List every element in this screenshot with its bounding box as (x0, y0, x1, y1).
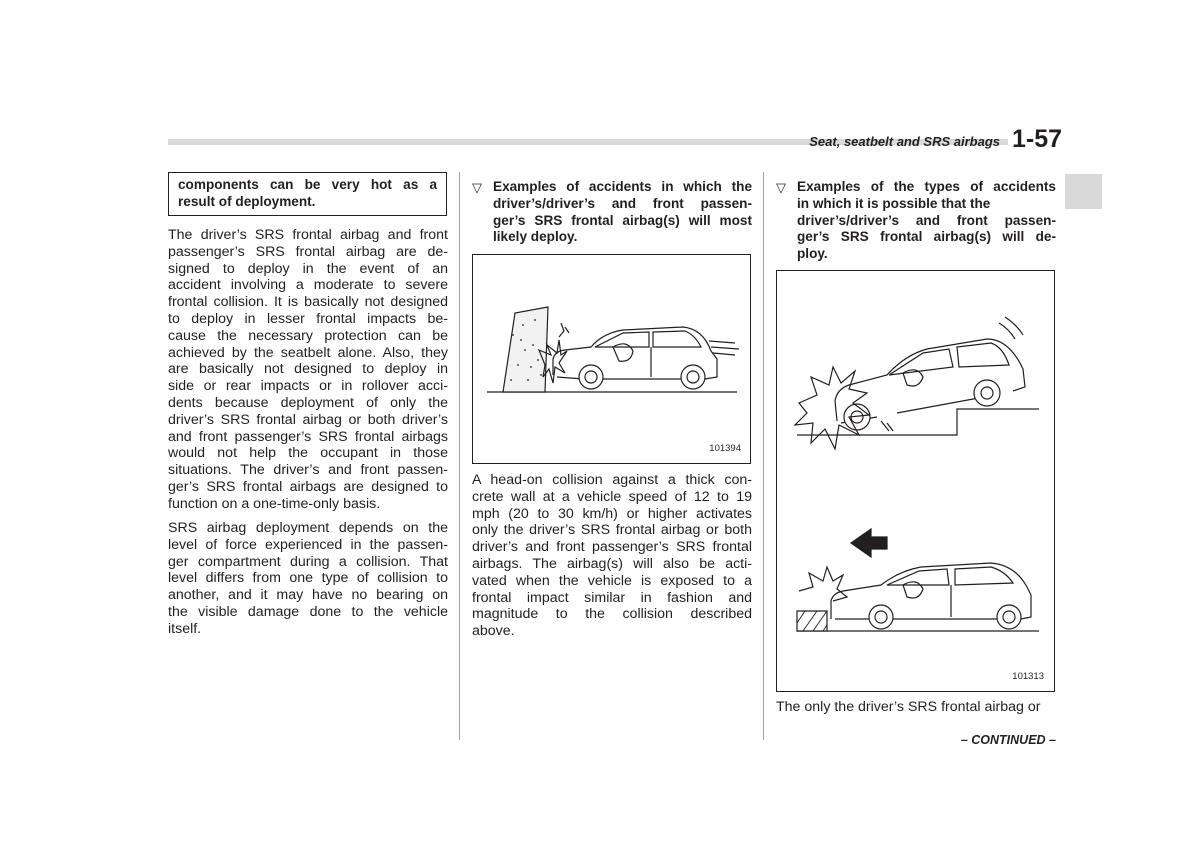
text-line: The only the driver’s SRS frontal airbag or (776, 699, 1041, 715)
page-number: 1-57 (1012, 125, 1063, 153)
triangle-bullet-icon: ▽ (776, 180, 786, 195)
figure-wall-collision (472, 254, 751, 464)
text-line: level differs from one type of collision to (168, 570, 448, 587)
text-line: cause the necessary protection can be (168, 327, 448, 344)
text-line: are basically not designed to deploy in (168, 361, 448, 378)
warning-line: components can be very hot as a (178, 177, 437, 192)
text-line: side or rear impacts or in rollover acci- (168, 378, 448, 395)
text-line: frontal collision. It is basically not designed (168, 294, 448, 311)
heading-line: driver’s/driver’s and front passen- (493, 195, 752, 211)
text-line: level of force experienced in the passen- (168, 536, 448, 553)
paragraph-continues (776, 699, 1056, 716)
warning-text (178, 177, 437, 211)
text-line: another, and it may have no bearing on (168, 587, 448, 604)
text-line: only the driver’s SRS frontal airbag or both (472, 522, 752, 539)
text-line: ger compartment during a collision. That (168, 553, 448, 570)
column-divider (459, 172, 460, 740)
figure-code: 101313 (1012, 671, 1044, 682)
text-line: The driver’s SRS frontal airbag and front (168, 227, 448, 243)
text-line: magnitude to the collision described (472, 606, 752, 623)
text-line: vated when the vehicle is exposed to a (472, 572, 752, 589)
text-line: and front passenger’s SRS frontal airbags (168, 428, 448, 445)
figure-code: 101394 (709, 443, 741, 454)
text-line: signed to deploy in the event of an (168, 260, 448, 277)
paragraph-head-on-collision (472, 472, 752, 640)
possible-collisions-illustration (777, 271, 1056, 693)
column-divider (763, 172, 764, 740)
text-line: itself. (168, 620, 202, 637)
text-line: passenger’s SRS frontal airbag are de- (168, 243, 448, 260)
heading-line: ger’s SRS frontal airbag(s) will most (493, 212, 752, 228)
triangle-bullet-icon: ▽ (472, 180, 482, 195)
warning-line: result of deployment. (178, 193, 316, 209)
text-line: A head-on collision against a thick con- (472, 472, 752, 488)
text-line: function on a one-time-only basis. (168, 495, 381, 512)
text-line: mph (20 to 30 km/h) or higher activates (472, 505, 752, 522)
chapter-tab (1065, 174, 1102, 209)
paragraph-force-levels (168, 520, 448, 638)
heading-possible-deploy (797, 179, 1056, 263)
heading-line: driver’s/driver’s and front passen- (797, 212, 1056, 228)
heading-line: Examples of the types of accidents (797, 179, 1056, 194)
section-title: Seat, seatbelt and SRS airbags (809, 134, 1000, 149)
figure-possible-collisions (776, 270, 1055, 692)
text-line: driver’s SRS frontal airbag or both driver’s (168, 411, 448, 428)
heading-line: ger’s SRS frontal airbag(s) will de- (797, 229, 1056, 245)
text-line: achieved by the seatbelt alone. Also, they (168, 344, 448, 361)
heading-likely-deploy (493, 179, 752, 246)
heading-line: in which it is possible that the (797, 195, 991, 211)
continued-label: – CONTINUED – (960, 733, 1056, 747)
text-line: dents because deployment of only the (168, 394, 448, 411)
text-line: ger’s SRS frontal airbags are designed to (168, 478, 448, 495)
wall-collision-illustration (473, 255, 752, 465)
text-line: would not help the occupant in those (168, 445, 448, 462)
text-line: driver’s and front passenger’s SRS frontal (472, 539, 752, 556)
text-line: situations. The driver’s and front passen- (168, 462, 448, 479)
heading-line: likely deploy. (493, 229, 578, 245)
paragraph-deployment-intro (168, 227, 448, 513)
text-line: the visible damage done to the vehicle (168, 603, 448, 620)
text-line: to deploy in lesser frontal impacts be- (168, 310, 448, 327)
text-line: SRS airbag deployment depends on the (168, 520, 448, 536)
heading-line: Examples of accidents in which the (493, 179, 752, 194)
heading-line: ploy. (797, 246, 828, 262)
text-line: accident involving a moderate to severe (168, 277, 448, 294)
text-line: airbags. The airbag(s) will also be acti- (472, 555, 752, 572)
text-line: above. (472, 623, 515, 640)
text-line: frontal impact similar in fashion and (472, 589, 752, 606)
text-line: crete wall at a vehicle speed of 12 to 19 (472, 488, 752, 505)
